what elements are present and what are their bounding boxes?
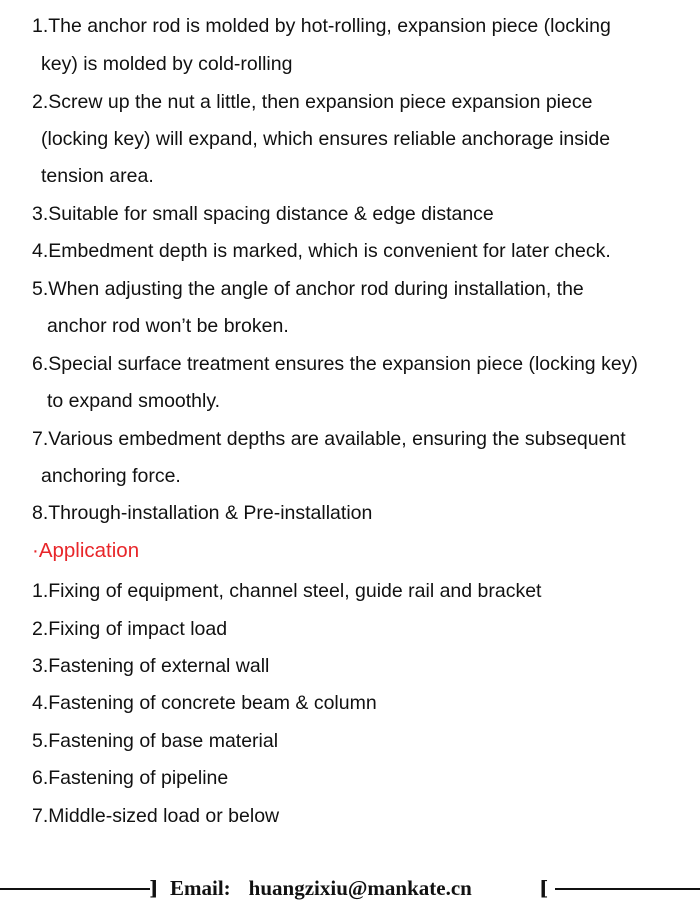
application-heading: ·Application [32, 539, 140, 562]
feature-line: 6.Special surface treatment ensures the expansion piece (locking key) [32, 353, 638, 375]
application-item: 4.Fastening of concrete beam & column [32, 692, 377, 714]
feature-line: tension area. [41, 165, 154, 187]
feature-line: 3.Suitable for small spacing distance & edge distance [32, 203, 494, 225]
feature-line: 7.Various embedment depths are available, ensuring the subsequent [32, 428, 626, 450]
application-item: 6.Fastening of pipeline [32, 767, 229, 789]
email-address[interactable]: huangzixiu@mankate.cn [248, 876, 472, 900]
feature-line: 4.Embedment depth is marked, which is convenient for later check. [32, 240, 611, 262]
application-item: 7.Middle-sized load or below [32, 805, 280, 827]
application-item: 1.Fixing of equipment, channel steel, guide rail and bracket [32, 580, 542, 602]
feature-line: 8.Through-installation & Pre-installation [32, 502, 373, 524]
email-footer [0, 868, 700, 908]
feature-line: to expand smoothly. [47, 390, 221, 412]
feature-line: key) is molded by cold-rolling [41, 53, 293, 75]
feature-line: anchor rod won’t be broken. [47, 315, 289, 337]
application-item: 3.Fastening of external wall [32, 655, 270, 677]
feature-line: 1.The anchor rod is molded by hot-rolling, expansion piece (locking [32, 15, 611, 37]
footer-bracket-left: ] [149, 876, 159, 900]
feature-line: (locking key) will expand, which ensures reliable anchorage inside [41, 128, 611, 150]
feature-line: 5.When adjusting the angle of anchor rod during installation, the [32, 278, 584, 300]
footer-divider-right [555, 888, 700, 890]
email-label: Email: [170, 876, 231, 900]
application-item: 5.Fastening of base material [32, 730, 279, 752]
application-item: 2.Fixing of impact load [32, 618, 228, 640]
feature-line: anchoring force. [41, 465, 181, 487]
footer-divider-left [0, 888, 150, 890]
footer-email [170, 875, 472, 901]
feature-line: 2.Screw up the nut a little, then expansion piece expansion piece [32, 91, 593, 113]
footer-bracket-right: [ [539, 876, 549, 900]
